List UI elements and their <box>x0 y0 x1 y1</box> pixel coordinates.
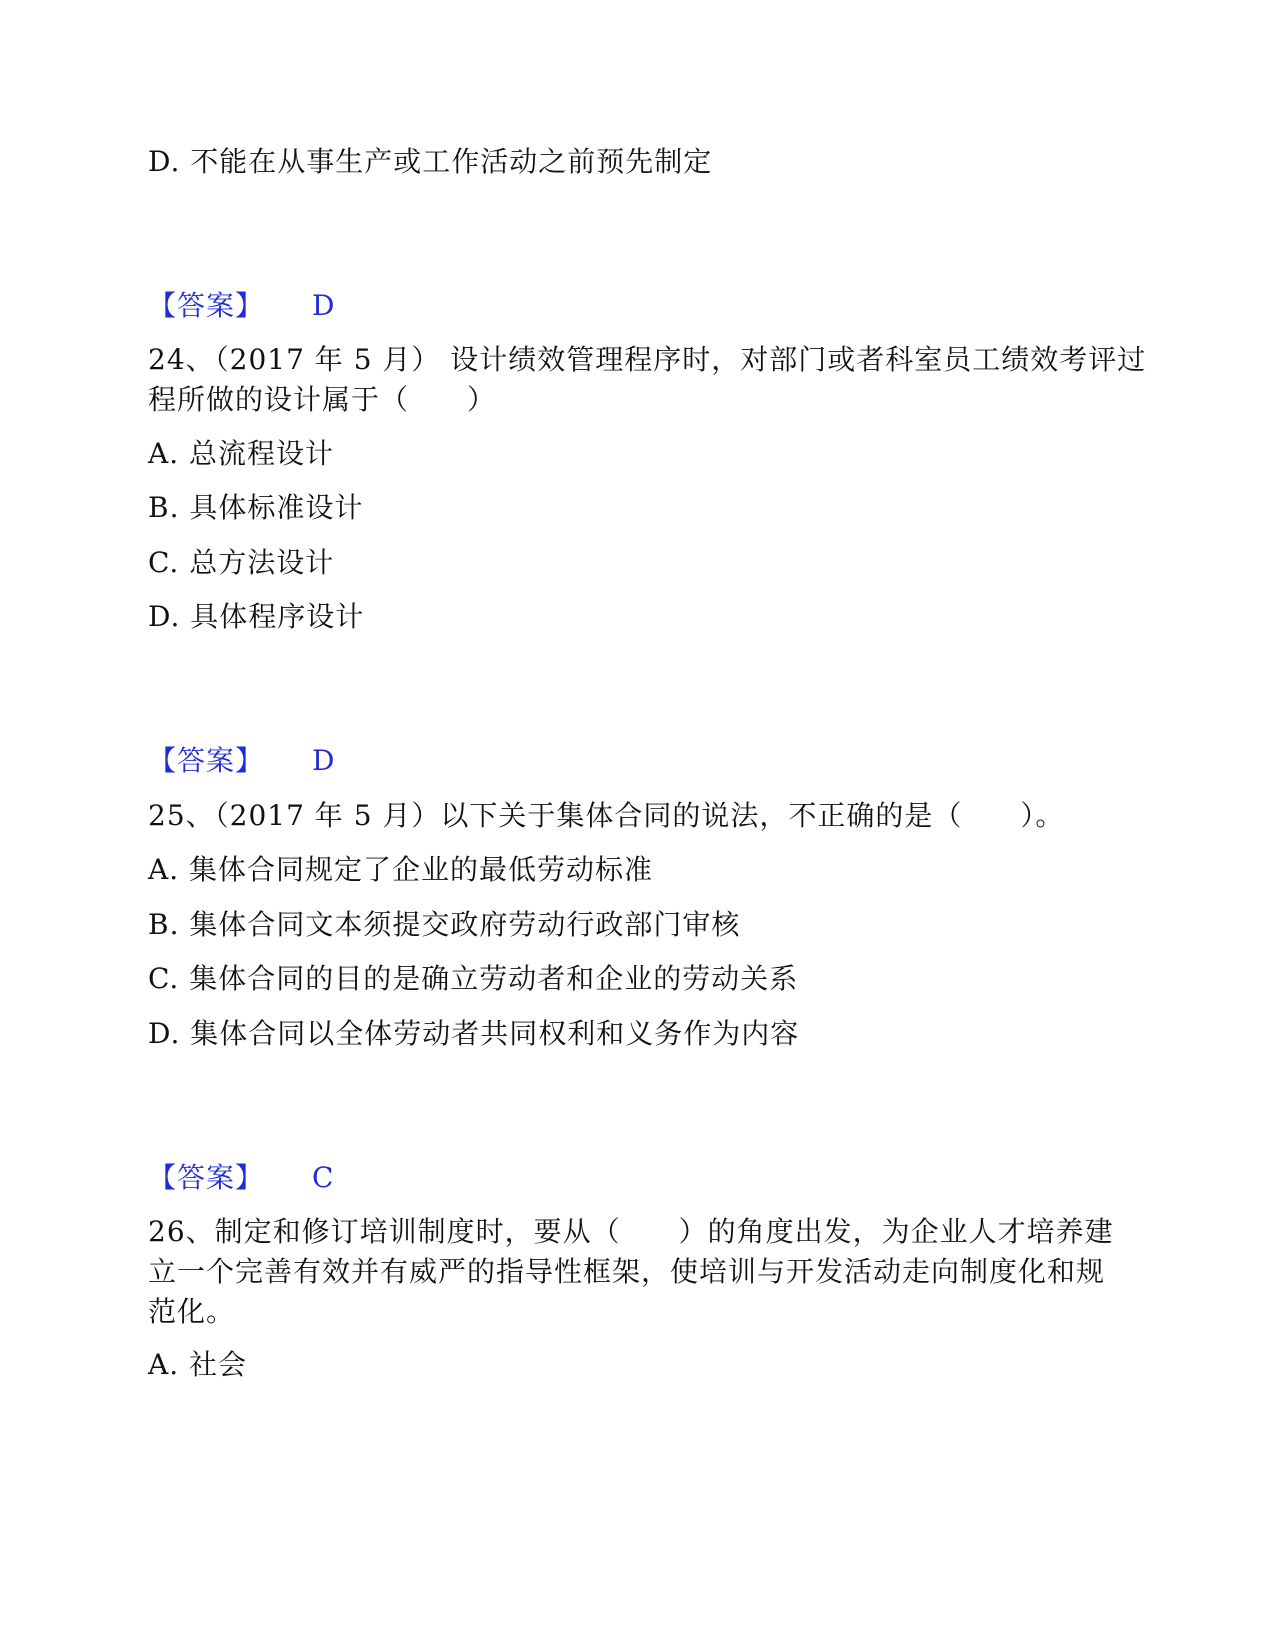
q23-answer <box>148 286 335 326</box>
q26-stem-line1: 26、制定和修订培训制度时，要从（ ）的角度出发，为企业人才培养建 <box>148 1215 1114 1248</box>
q24-option-d: D. 具体程序设计 <box>148 600 365 633</box>
answer-value: C <box>312 1161 335 1194</box>
q25-answer <box>148 1158 334 1198</box>
q25-stem: 25、（2017 年 5 月）以下关于集体合同的说法，不正确的是（ ）。 <box>148 799 1065 832</box>
q24-option-a: A. 总流程设计 <box>148 437 335 470</box>
q24-stem-line1: 24、（2017 年 5 月） 设计绩效管理程序时，对部门或者科室员工绩效考评过 <box>148 343 1147 376</box>
q24-option-b: B. 具体标准设计 <box>148 491 364 524</box>
q24-option-c: C. 总方法设计 <box>148 546 335 579</box>
q25-option-a: A. 集体合同规定了企业的最低劳动标准 <box>148 853 654 886</box>
q25-option-b: B. 集体合同文本须提交政府劳动行政部门审核 <box>148 908 741 941</box>
answer-label: 【答案】 <box>148 1161 265 1194</box>
q25-option-d: D. 集体合同以全体劳动者共同权利和义务作为内容 <box>148 1017 800 1050</box>
q24-answer <box>148 741 335 781</box>
answer-value: D <box>312 289 336 322</box>
q26-option-a: A. 社会 <box>148 1348 248 1381</box>
q25-option-c: C. 集体合同的目的是确立劳动者和企业的劳动关系 <box>148 962 799 995</box>
q24-stem-line2: 程所做的设计属于（ ） <box>148 383 497 416</box>
q26-stem-line3: 范化。 <box>148 1295 236 1328</box>
q23-option-d: D. 不能在从事生产或工作活动之前预先制定 <box>148 145 713 178</box>
answer-label: 【答案】 <box>148 744 265 777</box>
answer-value: D <box>312 744 336 777</box>
answer-label: 【答案】 <box>148 289 265 322</box>
q26-stem-line2: 立一个完善有效并有威严的指导性框架，使培训与开发活动走向制度化和规 <box>148 1255 1106 1288</box>
